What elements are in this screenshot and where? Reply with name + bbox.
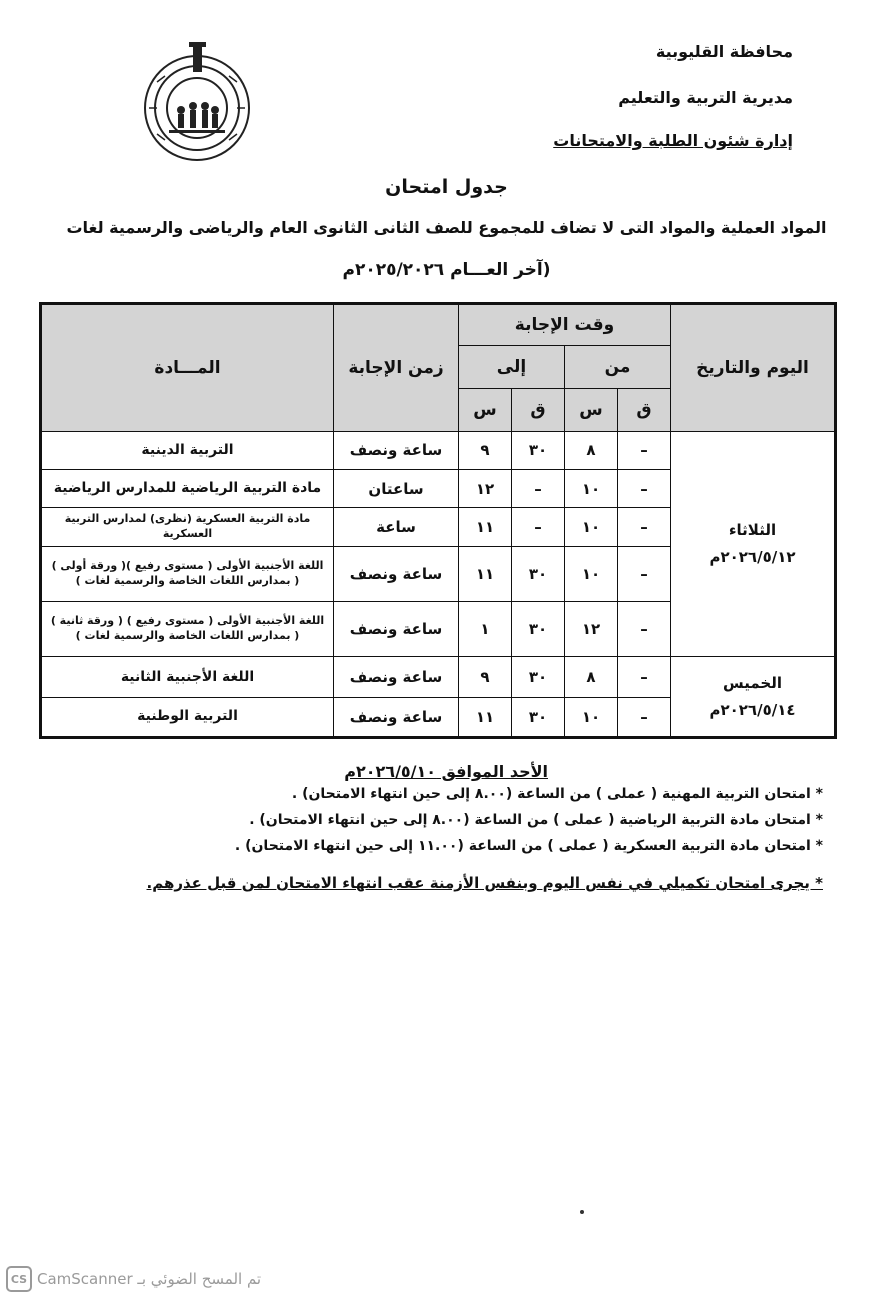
makeup-exam-note: * يجرى امتحان تكميلي في نفس اليوم وبنفس الأزمنة عقب انتهاء الامتحان لمن قبل عذرهم.: [146, 874, 823, 892]
header-from-hour: س: [565, 388, 618, 431]
subject-line-2: ( بمدارس اللغات الخاصة والرسمية لغات ): [75, 629, 300, 643]
from-minute-cell: –: [618, 470, 671, 508]
header-to-minute: ق: [512, 388, 565, 431]
from-hour-cell: ١٠: [565, 697, 618, 737]
note-item: * امتحان مادة التربية الرياضية ( عملى ) من الساعة (٨.٠٠ إلى حين انتهاء الامتحان) .: [249, 812, 823, 828]
duration-cell: ساعتان: [334, 470, 459, 508]
to-minute-cell: –: [512, 508, 565, 546]
subject-cell: [41, 601, 334, 656]
header-from: من: [565, 346, 671, 388]
subject-cell: التربية الدينية: [41, 431, 334, 469]
governorate-label: محافظة القليوبية: [655, 42, 793, 61]
to-hour-cell: ٩: [459, 431, 512, 469]
day-name: الثلاثاء: [728, 521, 777, 540]
to-hour-cell: ٩: [459, 657, 512, 697]
subject-line-1: اللغة الأجنبية الأولى ( مستوى رفيع )( ورقة أولى ): [51, 558, 324, 572]
directorate-label: مديرية التربية والتعليم: [618, 88, 793, 107]
ministry-logo: [135, 42, 260, 164]
to-hour-cell: ١٢: [459, 470, 512, 508]
subject-cell: مادة التربية الرياضية للمدارس الرياضية: [41, 470, 334, 508]
exam-schedule-table: [39, 302, 837, 739]
duration-cell: ساعة ونصف: [334, 657, 459, 697]
sunday-heading: الأحد الموافق ٢٠٢٦/٥/١٠م: [344, 762, 548, 781]
day-cell-thursday: [671, 657, 836, 738]
subject-line-1: اللغة الأجنبية الأولى ( مستوى رفيع ) ( ورقة ثانية ): [50, 614, 325, 628]
subject-line-2: ( بمدارس اللغات الخاصة والرسمية لغات ): [75, 573, 300, 587]
to-minute-cell: ٣٠: [512, 697, 565, 737]
from-minute-cell: –: [618, 546, 671, 601]
duration-cell: ساعة ونصف: [334, 431, 459, 469]
header-from-minute: ق: [618, 388, 671, 431]
subject-cell: مادة التربية العسكرية (نظرى) لمدارس التربية العسكرية: [41, 508, 334, 546]
to-minute-cell: ٣٠: [512, 657, 565, 697]
subject-cell: اللغة الأجنبية الثانية: [41, 657, 334, 697]
to-minute-cell: ٣٠: [512, 431, 565, 469]
stray-dot: [580, 1210, 584, 1214]
table-row: [41, 657, 836, 697]
department-label: إدارة شئون الطلبة والامتحانات: [553, 131, 793, 150]
from-minute-cell: –: [618, 508, 671, 546]
header-to: إلى: [459, 346, 565, 388]
page-title: جدول امتحان: [385, 176, 508, 198]
from-minute-cell: –: [618, 657, 671, 697]
day-date: ٢٠٢٦/٥/١٤م: [709, 700, 796, 719]
day-cell-tuesday: [671, 431, 836, 657]
from-hour-cell: ١٠: [565, 470, 618, 508]
to-hour-cell: ١١: [459, 508, 512, 546]
from-hour-cell: ١٠: [565, 546, 618, 601]
duration-cell: ساعة ونصف: [334, 697, 459, 737]
subject-cell: [41, 546, 334, 601]
camscanner-watermark: [6, 1266, 261, 1292]
from-hour-cell: ٨: [565, 657, 618, 697]
header-answer-time: وقت الإجابة: [459, 304, 671, 346]
camscanner-icon: CS: [6, 1266, 32, 1292]
from-minute-cell: –: [618, 601, 671, 656]
camscanner-text: تم المسح الضوئي بـ CamScanner: [37, 1270, 262, 1288]
exam-term: (آخر العـــام ٢٠٢٥/٢٠٢٦م: [342, 260, 551, 280]
header-day-date: اليوم والتاريخ: [671, 304, 836, 432]
from-hour-cell: ١٢: [565, 601, 618, 656]
day-name: الخميس: [723, 673, 782, 692]
to-minute-cell: ٣٠: [512, 546, 565, 601]
day-date: ٢٠٢٦/٥/١٢م: [709, 548, 796, 567]
duration-cell: ساعة: [334, 508, 459, 546]
subject-cell: التربية الوطنية: [41, 697, 334, 737]
to-hour-cell: ١١: [459, 697, 512, 737]
page-subtitle: المواد العملية والمواد التى لا تضاف للمجموع للصف الثانى الثانوى العام والرياضى والرسمية لغات: [66, 218, 827, 237]
from-hour-cell: ١٠: [565, 508, 618, 546]
from-minute-cell: –: [618, 697, 671, 737]
to-minute-cell: –: [512, 470, 565, 508]
duration-cell: ساعة ونصف: [334, 546, 459, 601]
header-to-hour: س: [459, 388, 512, 431]
note-item: * امتحان مادة التربية العسكرية ( عملى ) من الساعة (١١.٠٠ إلى حين انتهاء الامتحان) .: [234, 838, 823, 854]
to-hour-cell: ١: [459, 601, 512, 656]
header-duration: زمن الإجابة: [334, 304, 459, 432]
duration-cell: ساعة ونصف: [334, 601, 459, 656]
from-minute-cell: –: [618, 431, 671, 469]
header-subject: المـــادة: [41, 304, 334, 432]
note-item: * امتحان التربية المهنية ( عملى ) من الساعة (٨.٠٠ إلى حين انتهاء الامتحان) .: [291, 786, 823, 802]
to-minute-cell: ٣٠: [512, 601, 565, 656]
to-hour-cell: ١١: [459, 546, 512, 601]
table-row: [41, 431, 836, 469]
from-hour-cell: ٨: [565, 431, 618, 469]
